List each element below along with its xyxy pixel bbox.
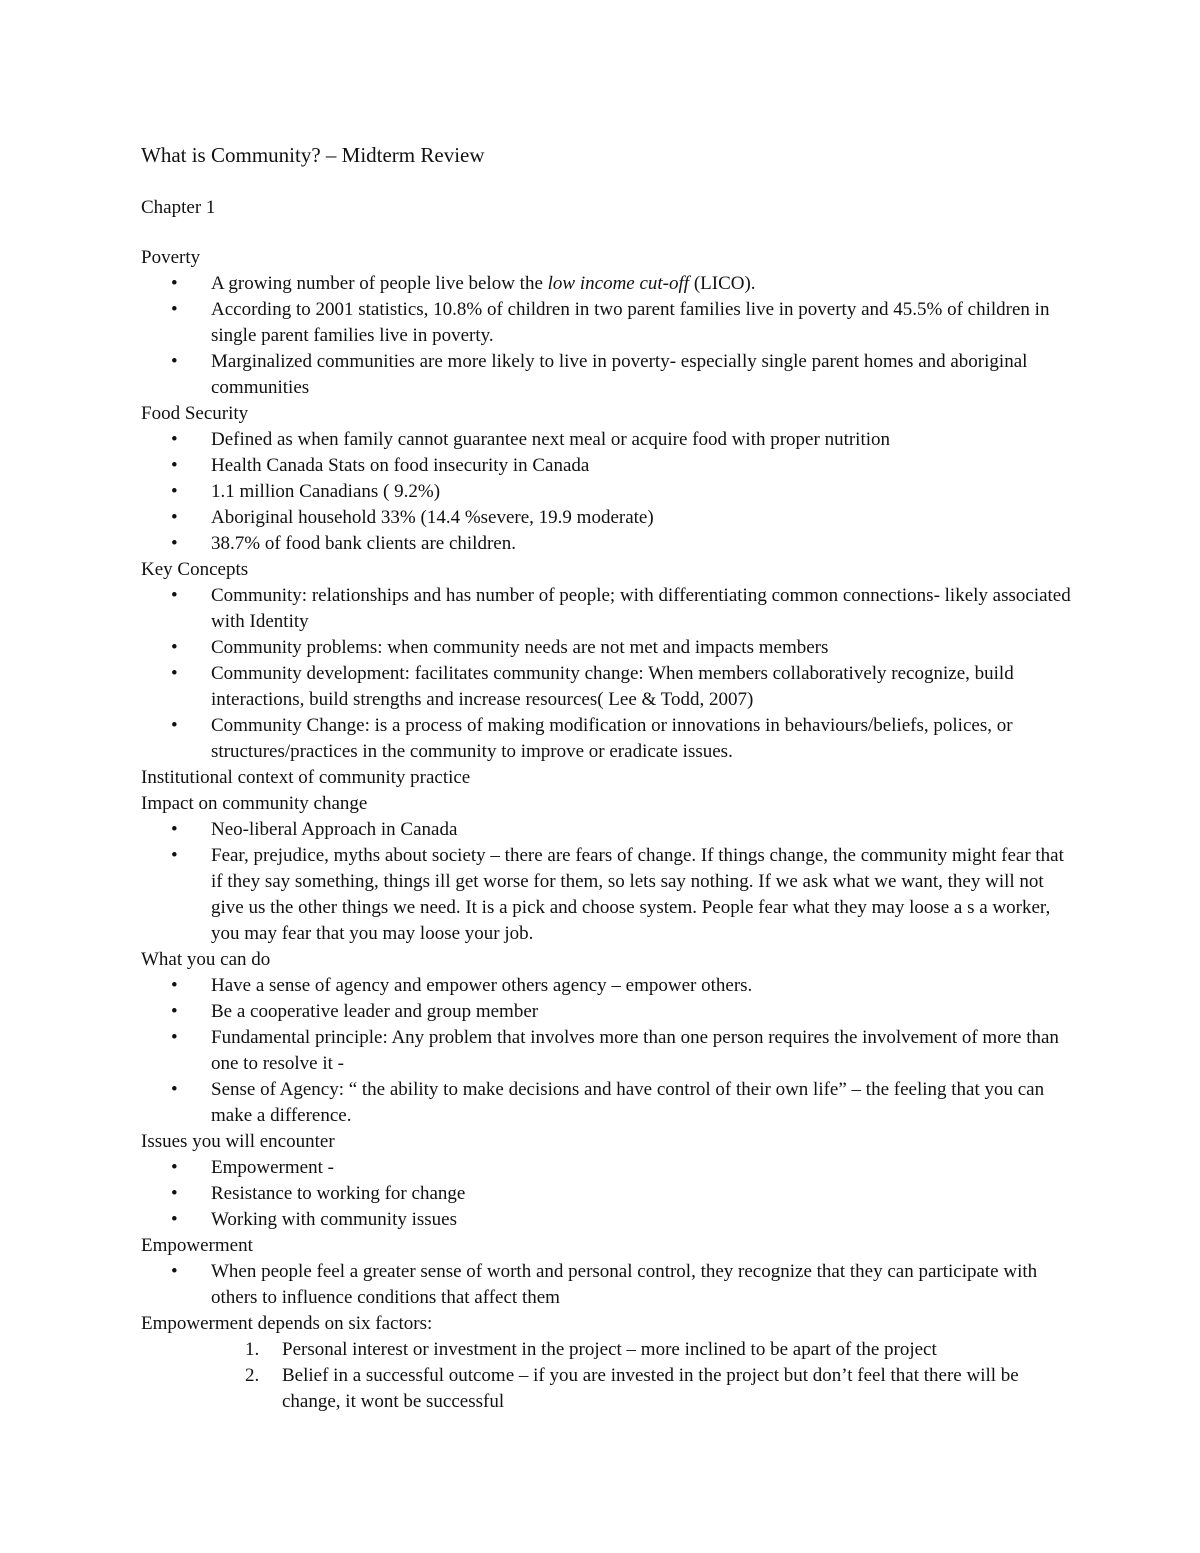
section-heading-issues: Issues you will encounter — [141, 1131, 335, 1152]
numbered-item — [141, 1363, 1071, 1415]
list-item: • Have a sense of agency and empower others agency – empower others. — [141, 973, 1071, 999]
what-you-can-do-list — [141, 973, 1071, 1129]
list-item: • Community problems: when community needs are not met and impacts members — [141, 635, 1071, 661]
list-item: • Community Change: is a process of making modification or innovations in behaviours/beliefs, polices, or structures/practices in the community to improve or eradicate issues. — [141, 713, 1071, 765]
list-item: • 1.1 million Canadians ( 9.2%) — [141, 479, 1071, 505]
empowerment-list — [141, 1259, 1071, 1311]
page-title: What is Community? – Midterm Review — [141, 143, 485, 167]
item-text: Personal interest or investment in the project – more inclined to be apart of the project — [282, 1339, 937, 1360]
list-item: • Sense of Agency: “ the ability to make decisions and have control of their own life” – the feeling that you can make a difference. — [141, 1077, 1071, 1129]
list-item: • Fundamental principle: Any problem that involves more than one person requires the involvement of more than one to resolve it - — [141, 1025, 1071, 1077]
issues-list — [141, 1155, 1071, 1233]
chapter-heading: Chapter 1 — [141, 197, 216, 218]
item-number: 2. — [245, 1365, 260, 1386]
section-heading-food-security: Food Security — [141, 403, 249, 424]
section-heading-institutional: Institutional context of community practice — [141, 767, 471, 788]
list-item: • 38.7% of food bank clients are children. — [141, 531, 1071, 557]
section-heading-poverty: Poverty — [141, 247, 201, 268]
list-item: • Be a cooperative leader and group member — [141, 999, 1071, 1025]
list-item: • Resistance to working for change — [141, 1181, 1071, 1207]
item-text: Belief in a successful outcome – if you are invested in the project but don’t feel that there will be change, it wont be successful — [282, 1365, 1019, 1412]
section-heading-impact: Impact on community change — [141, 793, 368, 814]
document-page — [141, 140, 1071, 1415]
six-factors-list — [141, 1337, 1071, 1415]
list-item: • Aboriginal household 33% (14.4 %severe, 19.9 moderate) — [141, 505, 1071, 531]
list-item: • Empowerment - — [141, 1155, 1071, 1181]
section-heading-six-factors: Empowerment depends on six factors: — [141, 1313, 433, 1334]
list-item: • Community: relationships and has number of people; with differentiating common connections- likely associated with Identity — [141, 583, 1071, 635]
list-item: • When people feel a greater sense of worth and personal control, they recognize that they can participate with others to influence conditions that affect them — [141, 1259, 1071, 1311]
section-heading-what-you-can-do: What you can do — [141, 949, 271, 970]
list-item: • Fear, prejudice, myths about society – there are fears of change. If things change, the community might fear that if they say something, things ill get worse for them, so lets say nothing. If we ask what we want, they will not give us the other things we need. It is a pick and choose system. People fear what they may loose a s a worker, you may fear that you may loose your job. — [141, 843, 1071, 947]
list-item: • A growing number of people live below the low income cut-off (LICO). — [141, 271, 1071, 297]
list-item: • According to 2001 statistics, 10.8% of children in two parent families live in poverty and 45.5% of children in single parent families live in poverty. — [141, 297, 1071, 349]
list-item: • Marginalized communities are more likely to live in poverty- especially single parent homes and aboriginal communities — [141, 349, 1071, 401]
numbered-item — [141, 1337, 1071, 1363]
list-item: • Defined as when family cannot guarantee next meal or acquire food with proper nutrition — [141, 427, 1071, 453]
list-item: • Health Canada Stats on food insecurity in Canada — [141, 453, 1071, 479]
section-heading-empowerment: Empowerment — [141, 1235, 253, 1256]
section-heading-key-concepts: Key Concepts — [141, 559, 249, 580]
list-item: • Working with community issues — [141, 1207, 1071, 1233]
food-security-list — [141, 427, 1071, 557]
item-number: 1. — [245, 1339, 260, 1360]
impact-list — [141, 817, 1071, 947]
poverty-list — [141, 271, 1071, 401]
list-item: • Community development: facilitates community change: When members collaboratively recognize, build interactions, build strengths and increase resources( Lee & Todd, 2007) — [141, 661, 1071, 713]
key-concepts-list — [141, 583, 1071, 765]
list-item: • Neo-liberal Approach in Canada — [141, 817, 1071, 843]
